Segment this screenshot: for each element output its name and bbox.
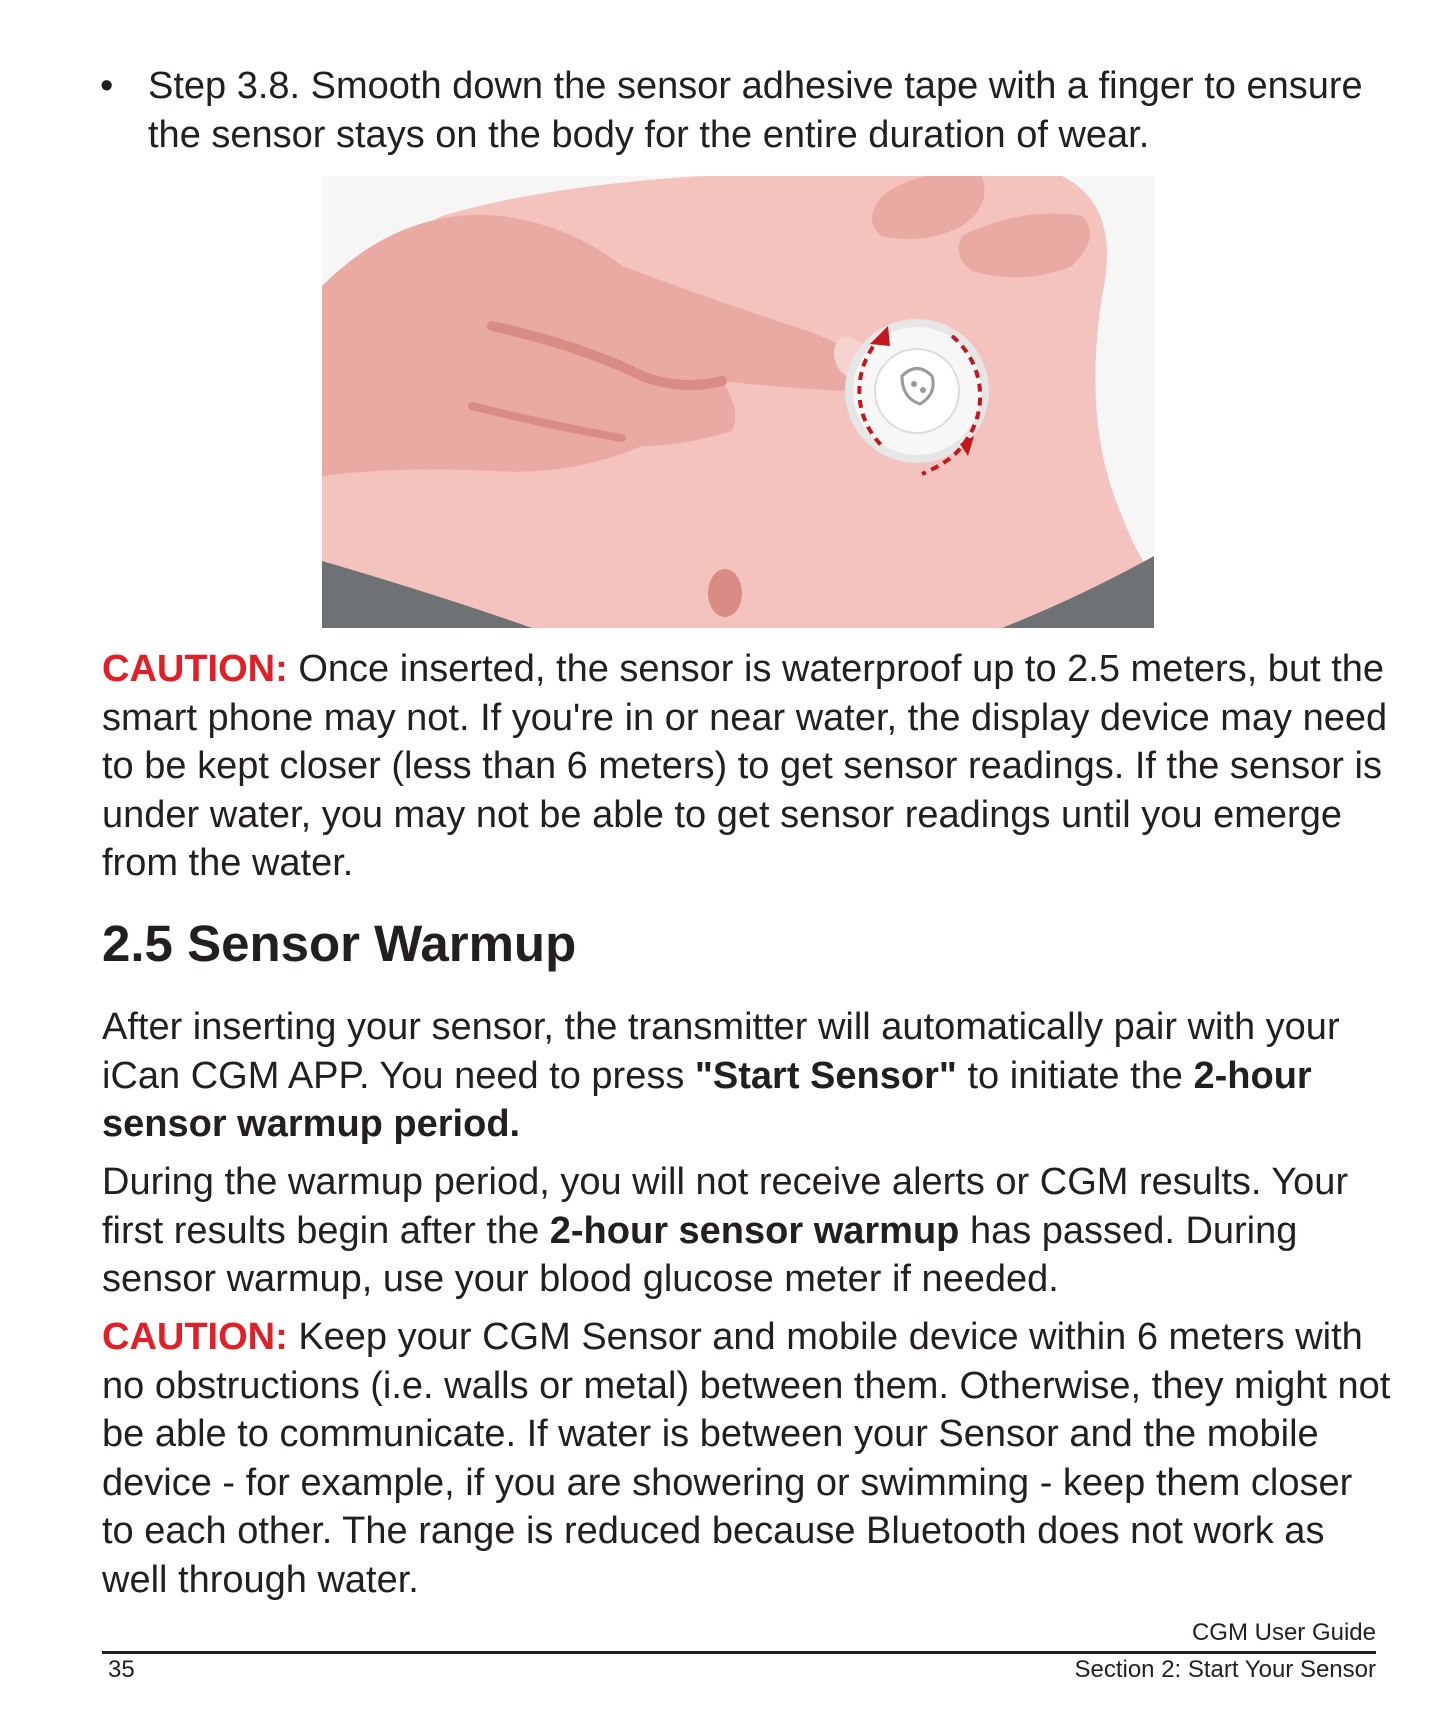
sensor-application-illustration xyxy=(322,176,1154,628)
warmup-period-paragraph xyxy=(102,1158,1392,1304)
caution-paragraph-range xyxy=(102,1313,1392,1604)
caution-paragraph-waterproof xyxy=(102,645,1392,888)
paragraph-text: to initiate the xyxy=(956,1054,1194,1097)
caution-text: Once inserted, the sensor is waterproof up to 2.5 meters, but the smart phone may not. If you're in or near water, the display device may need to be kept closer (less than 6 meters) to get sensor readings. If the sensor is under water, you may not be able to get sensor readings until you emerge from the water. xyxy=(102,648,1388,884)
paragraph-text: During the warmup period, you will not receive alerts or CGM results. Your first results begin after the xyxy=(102,1161,1349,1252)
navel-icon xyxy=(708,569,742,617)
caution-label: CAUTION: xyxy=(102,648,288,690)
warmup-intro-paragraph xyxy=(102,1003,1392,1149)
step-text: Step 3.8. Smooth down the sensor adhesive tape with a finger to ensure the sensor stays on the body for the entire duration of wear. xyxy=(148,65,1363,156)
page-number: 35 xyxy=(108,1656,135,1683)
footer-divider xyxy=(102,1651,1376,1654)
bullet: • xyxy=(100,65,114,107)
footer-guide-title: CGM User Guide xyxy=(1191,1619,1376,1646)
step-3-8-item xyxy=(100,62,1380,160)
footer-section-title: Section 2: Start Your Sensor xyxy=(1074,1656,1376,1683)
caution-text: Keep your CGM Sensor and mobile device within 6 meters with no obstructions (i.e. walls or metal) between them. Otherwise, they might not be able to communicate. If water is between your Sensor and the mobile device - for example, if you are showering or swimming - keep them closer to each other. The range is reduced because Bluetooth does not work as well through water. xyxy=(102,1316,1391,1601)
paragraph-text: After inserting your sensor, the transmitter will automatically pair with your iCan CGM APP. You need to press xyxy=(102,1006,1340,1097)
warmup-emphasis: 2-hour sensor warmup xyxy=(549,1209,960,1252)
paragraph-text: has passed. During sensor warmup, use your blood glucose meter if needed. xyxy=(102,1209,1298,1300)
caution-label: CAUTION: xyxy=(102,1316,288,1358)
start-sensor-emphasis: "Start Sensor" xyxy=(694,1054,957,1097)
section-heading: 2.5 Sensor Warmup xyxy=(102,915,577,972)
warmup-period-emphasis: 2-hour sensor warmup period. xyxy=(102,1054,1312,1145)
